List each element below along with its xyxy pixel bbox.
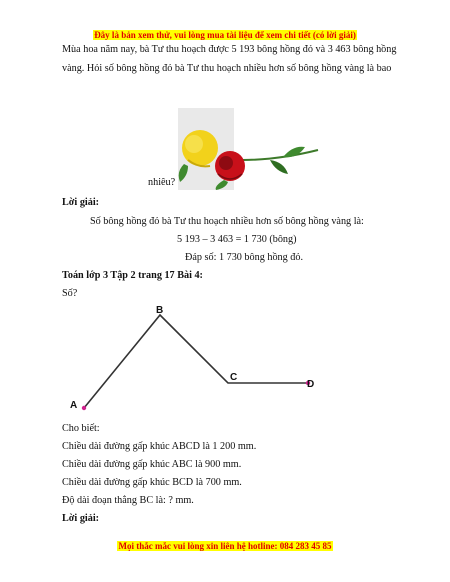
roses-image	[178, 108, 324, 190]
point-a	[82, 406, 86, 410]
polyline-abcd-diagram	[62, 298, 332, 418]
problem-line-1: Mùa hoa năm nay, bà Tư thu hoạch được 5 193 bông hồng đỏ và 3 463 bông hồng	[62, 44, 397, 55]
given-line-4: Độ dài đoạn thẳng BC là: ? mm.	[62, 495, 194, 506]
preview-banner	[0, 25, 450, 43]
solution-1-calculation: 5 193 – 3 463 = 1 730 (bông)	[177, 234, 297, 245]
problem-line-3: nhiêu?	[148, 177, 176, 188]
label-b: B	[156, 305, 164, 316]
label-d: D	[307, 379, 315, 390]
label-c: C	[230, 372, 238, 383]
given-line-1: Chiều dài đường gấp khúc ABCD là 1 200 mm.	[62, 441, 257, 452]
given-line-3: Chiều dài đường gấp khúc BCD là 700 mm.	[62, 477, 242, 488]
given-line-2: Chiều dài đường gấp khúc ABC là 900 mm.	[62, 459, 242, 470]
lesson-title: Toán lớp 3 Tập 2 trang 17 Bài 4:	[62, 270, 203, 281]
polyline-abcd	[84, 315, 308, 408]
label-a: A	[70, 400, 78, 411]
solution-1-answer: Đáp số: 1 730 bông hồng đỏ.	[185, 252, 304, 263]
lesson-prompt: Số?	[62, 288, 78, 299]
solution-1-heading: Lời giải:	[62, 197, 100, 208]
problem-line-2: vàng. Hỏi số bông hồng đỏ bà Tư thu hoạch nhiều hơn số bông hồng vàng là bao	[62, 63, 392, 74]
footer-hotline	[0, 536, 450, 554]
polyline-figure	[62, 298, 332, 418]
footer-hotline-text: Mọi thắc mắc vui lòng xin liên hệ hotline: 084 283 45 85	[118, 541, 332, 551]
solution-2-heading: Lời giải:	[62, 513, 100, 524]
preview-banner-text: Đây là bản xem thử, vui lòng mua tài liệu để xem chi tiết (có lời giải)	[94, 30, 356, 40]
roses-illustration	[178, 108, 324, 190]
given-heading: Cho biết:	[62, 423, 100, 434]
solution-1-line-1: Số bông hồng đỏ bà Tư thu hoạch nhiều hơn số bông hồng vàng là:	[90, 216, 364, 227]
